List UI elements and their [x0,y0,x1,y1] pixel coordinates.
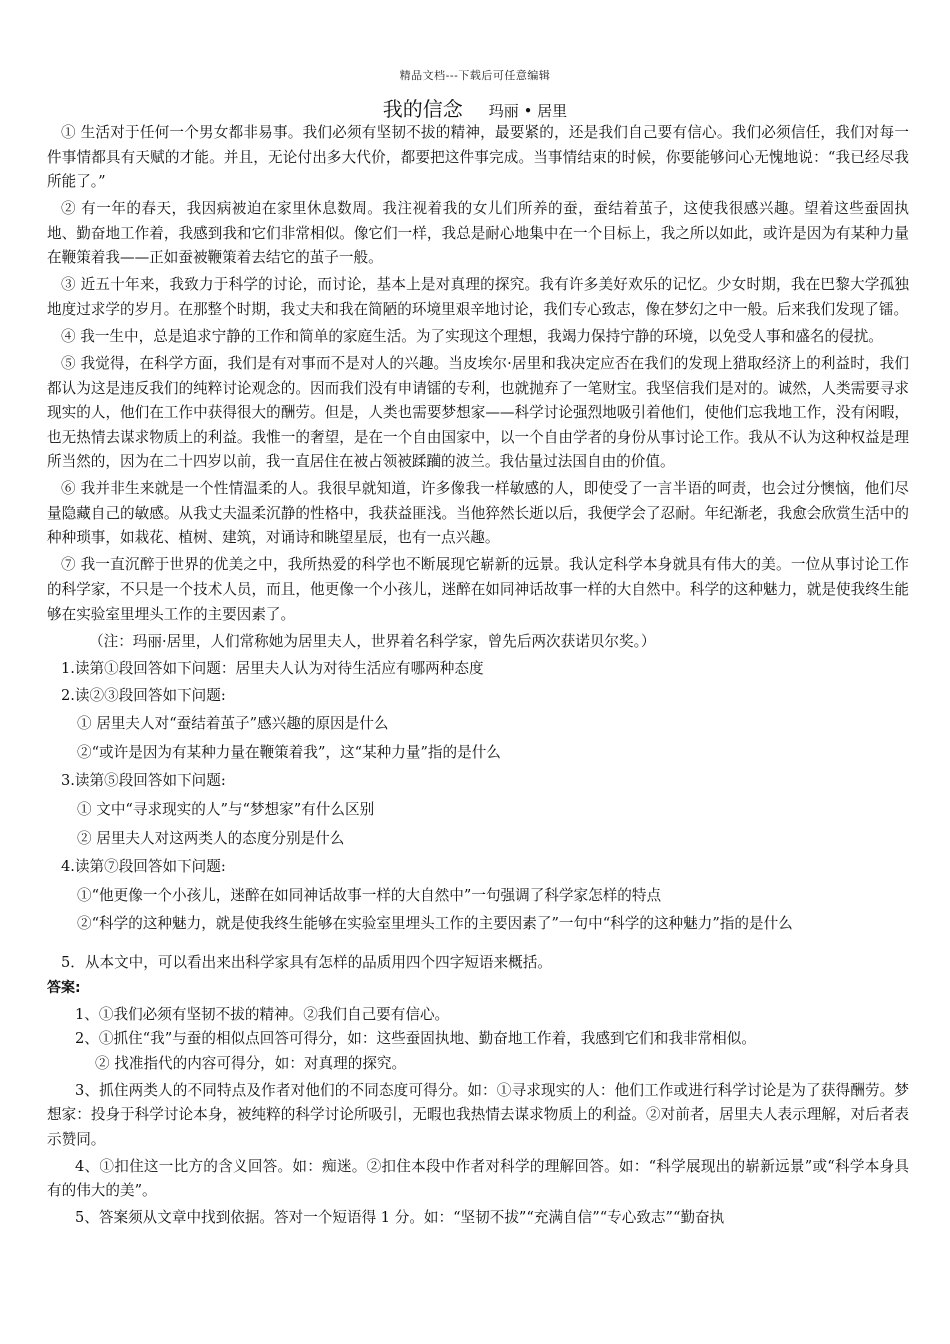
answer-2: 2、①抓住“我”与蚕的相似点回答可得分，如：这些蚕固执地、勤奋地工作着，我感到它们和我非常相似。 [75,1030,756,1048]
title-row [0,93,950,122]
document-body [47,121,909,1231]
paragraph-5: ⑤ 我觉得，在科学方面，我们是有对事而不是对人的兴趣。当皮埃尔·居里和我决定应否在我们的发现上猎取经济上的利益时，我们都认为这是违反我们的纯粹讨论观念的。因而我们没有申请镭的专利，也就抛弃了一笔财宝。我坚信我们是对的。诚然，人类需要寻求现实的人，他们在工作中获得很大的酬劳。但是，人类也需要梦想家——科学讨论强烈地吸引着他们，使他们忘我地工作，没有闲暇，也无热情去谋求物质上的利益。我惟一的奢望，是在一个自由国家中，以一个自由学者的身份从事讨论工作。我从不认为这种权益是理所当然的，因为在二十四岁以前，我一直居住在被占领被蹂躏的波兰。我估量过法国自由的价值。 [47,354,909,471]
question-3: 3.读第⑤段回答如下问题: [61,772,226,790]
answer-1: 1、①我们必须有坚韧不拔的精神。②我们自己要有信心。 [75,1005,450,1023]
article-title: 我的信念 [382,97,463,121]
paragraph-2: ② 有一年的春天，我因病被迫在家里休息数周。我注视着我的女儿们所养的蚕，蚕结着茧子，这使我很感兴趣。望着这些蚕固执地、勤奋地工作着，我感到我和它们非常相似。像它们一样，我总是耐心地集中在一个目标上，我之所以如此，或许是因为有某种力量在鞭策着我——正如蚕被鞭策着去结它的茧子一般。 [47,200,909,267]
answer-heading: 答案: [47,979,81,996]
article-author: 玛丽 • 居里 [488,102,568,120]
answer-3: 3、抓住两类人的不同特点及作者对他们的不同态度可得分。如：①寻求现实的人：他们工作或进行科学讨论是为了获得酬劳。梦想家：投身于科学讨论本身，被纯粹的科学讨论所吸引，无暇也我热情去谋求物质上的利益。②对前者，居里夫人表示理解，对后者表示赞同。 [47,1081,909,1148]
answer-5: 5、答案须从文章中找到依据。答对一个短语得 1 分。如：“坚韧不拔”“充满自信”“专心致志”“勤奋执 [75,1209,725,1227]
question-2-part-2: ②“或许是因为有某种力量在鞭策着我”，这“某种力量”指的是什么 [77,743,501,761]
question-4-part-1: ①“他更像一个小孩儿，迷醉在如同神话故事一样的大自然中”一句强调了科学家怎样的特点 [77,886,662,904]
question-3-part-2: ② 居里夫人对这两类人的态度分别是什么 [77,829,345,847]
answer-2-part-2: ② 找准指代的内容可得分，如：对真理的探究。 [95,1054,407,1072]
answer-4: 4、①扣住这一比方的含义回答。如：痴迷。②扣住本段中作者对科学的理解回答。如：“科学展现出的崭新远景”或“科学本身具有的伟大的美”。 [47,1157,909,1200]
paragraph-1: ① 生活对于任何一个男女都非易事。我们必须有坚韧不拔的精神，最要紧的，还是我们自己要有信心。我们必须信任，我们对每一件事情都具有天赋的才能。并且，无论付出多大代价，都要把这件事完成。当事情结束的时候，你要能够问心无愧地说：“我已经尽我所能了。” [47,124,909,191]
paragraph-7: ⑦ 我一直沉醉于世界的优美之中，我所热爱的科学也不断展现它崭新的远景。我认定科学本身就具有伟大的美。一位从事讨论工作的科学家，不只是一个技术人员，而且，他更像一个小孩儿，迷醉在如同神话故事一样的大自然中。科学的这种魅力，就是使我终生能够在实验室里埋头工作的主要因素了。 [47,556,909,623]
paragraph-6: ⑥ 我并非生来就是一个性情温柔的人。我很早就知道，许多像我一样敏感的人，即使受了一言半语的呵责，也会过分懊恼，他们尽量隐藏自己的敏感。从我丈夫温柔沉静的性格中，我获益匪浅。当他猝然长逝以后，我便学会了忍耐。年纪渐老，我愈会欣赏生活中的种种琐事，如栽花、植树、建筑，对诵诗和眺望星辰，也有一点兴趣。 [47,480,909,547]
paragraph-4: ④ 我一生中，总是追求宁静的工作和简单的家庭生活。为了实现这个理想，我竭力保持宁静的环境，以免受人事和盛名的侵扰。 [61,327,883,345]
paragraph-3: ③ 近五十年来，我致力于科学的讨论，而讨论，基本上是对真理的探究。我有许多美好欢乐的记忆。少女时期，我在巴黎大学孤独地度过求学的岁月。在那整个时期，我丈夫和我在简陋的环境里艰辛地讨论，我们专心致志，像在梦幻之中一般。后来我们发现了镭。 [47,276,909,318]
author-note: （注：玛丽·居里，人们常称她为居里夫人，世界着名科学家，曾先后两次获诺贝尔奖。） [89,632,656,650]
question-2: 2.读②③段回答如下问题: [61,686,226,704]
question-3-part-1: ① 文中“寻求现实的人”与“梦想家”有什么区别 [77,800,375,818]
question-5: 5．从本文中，可以看出来出科学家具有怎样的品质用四个四字短语来概括。 [61,953,552,971]
page-header: 精品文档---下载后可任意编辑 [399,69,551,82]
question-4: 4.读第⑦段回答如下问题: [61,858,226,876]
question-2-part-1: ① 居里夫人对“蚕结着茧子”感兴趣的原因是什么 [77,715,389,733]
question-4-part-2: ②“科学的这种魅力，就是使我终生能够在实验室里埋头工作的主要因素了”一句中“科学的这种魅力”指的是什么 [77,915,793,933]
question-1: 1.读第①段回答如下问题：居里夫人认为对待生活应有哪两种态度 [61,659,484,677]
